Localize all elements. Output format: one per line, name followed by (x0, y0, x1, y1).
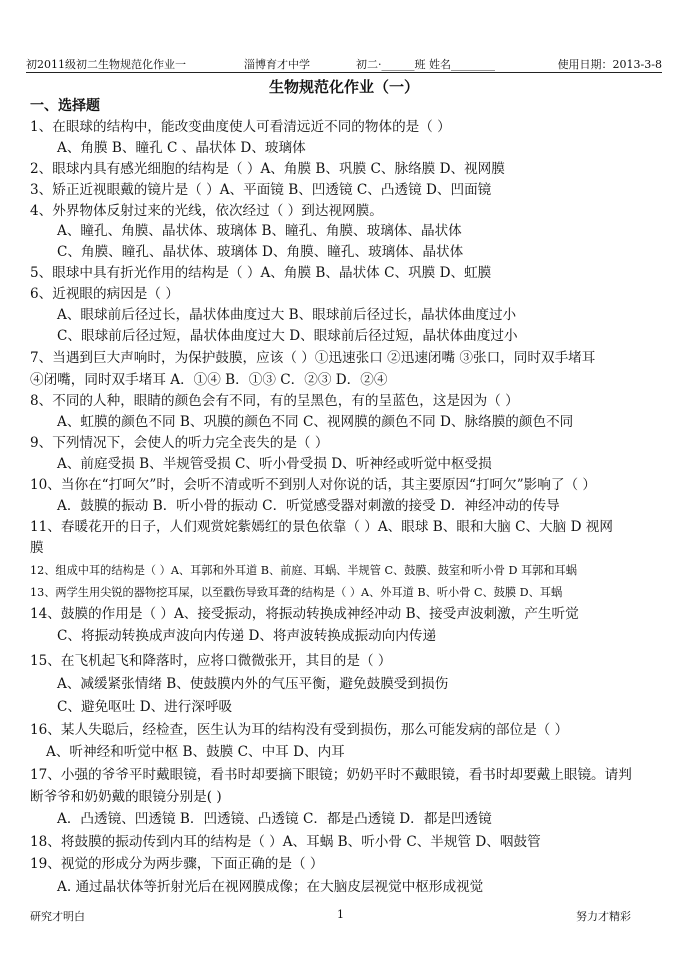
option-line: A、减缓紧张情绪 B、使鼓膜内外的气压平衡，避免鼓膜受到损伤 (57, 676, 449, 692)
option-line: C、将振动转换成声波向内传递 D、将声波转换成振动向内传递 (57, 628, 437, 644)
question-line: 12、组成中耳的结构是（ ）A、耳郭和外耳道 B、前庭、耳蜗、半规管 C、鼓膜、鼓室和听小骨 D 耳郭和耳蜗 (30, 564, 577, 577)
question-line: 5、眼球中具有折光作用的结构是（ ）A、角膜 B、晶状体 C、巩膜 D、虹膜 (30, 265, 492, 281)
question-line: 2、眼球内具有感光细胞的结构是（ ）A、角膜 B、巩膜 C、脉络膜 D、视网膜 (30, 161, 505, 177)
question-line: 14、鼓膜的作用是（ ）A、接受振动，将振动转换成神经冲动 B、接受声波刺激，产生听觉 (30, 606, 579, 622)
question-line: 8、不同的人种，眼睛的颜色会有不同，有的呈黑色，有的呈蓝色，这是因为（ ） (30, 393, 519, 409)
question-line: 16、某人失聪后，经检查，医生认为耳的结构没有受到损伤，那么可能发病的部位是（ ） (30, 722, 569, 738)
question-line: 4、外界物体反射过来的光线，依次经过（ ）到达视网膜。 (30, 203, 383, 219)
option-line: A、虹膜的颜色不同 B、巩膜的颜色不同 C、视网膜的颜色不同 D、脉络膜的颜色不同 (57, 414, 574, 430)
option-line: A、瞳孔、角膜、晶状体、玻璃体 B、瞳孔、角膜、玻璃体、晶状体 (57, 223, 462, 239)
question-line-continued: 膜 (30, 540, 44, 556)
footer-left-motto: 研究才明白 (30, 910, 85, 923)
header-series: 初2011级初二生物规范化作业一 (26, 58, 186, 71)
page-number: 1 (337, 908, 344, 921)
page-title: 生物规范化作业（一） (268, 78, 419, 96)
option-line: ④闭嘴，同时双手堵耳 A．①④ B．①③ C．②③ D．②④ (30, 372, 388, 388)
header-school: 淄博育才中学 (244, 58, 310, 71)
question-line: 9、下列情况下，会使人的听力完全丧失的是（ ） (30, 435, 329, 451)
question-line: 6、近视眼的病因是（ ） (30, 286, 179, 302)
question-line: 19、视觉的形成分为两步骤，下面正确的是（ ） (30, 856, 324, 872)
question-line: 13、两学生用尖锐的器物挖耳屎，以至戳伤导致耳聋的结构是（ ）A、外耳道 B、听小骨 C、鼓膜 D、耳蜗 (30, 586, 563, 599)
option-line: A、听神经和听觉中枢 B、鼓膜 C、中耳 D、内耳 (46, 744, 345, 760)
page-header (26, 54, 662, 73)
option-line: A．鼓膜的振动 B．听小骨的振动 C．听觉感受器对刺激的接受 D．神经冲动的传导 (57, 498, 560, 514)
question-line: 11、春暖花开的日子，人们观赏姹紫嫣红的景色依靠（ ）A、眼球 B、眼和大脑 C、大脑 D 视网 (30, 519, 613, 535)
option-line: A、角膜 B、瞳孔 C 、晶状体 D、玻璃体 (57, 140, 306, 156)
question-line: 1、在眼球的结构中，能改变曲度使人可看清远近不同的物体的是（ ） (30, 119, 451, 135)
section-heading: 一、选择题 (30, 98, 100, 114)
option-line: A、眼球前后径过长，晶状体曲度过大 B、眼球前后径过长，晶状体曲度过小 (57, 307, 517, 323)
option-line: C、角膜、瞳孔、晶状体、玻璃体 D、角膜、瞳孔、玻璃体、晶状体 (57, 244, 464, 260)
question-line-continued: 断爷爷和奶奶戴的眼镜分别是( ) (30, 789, 222, 805)
footer-right-motto: 努力才精彩 (576, 910, 631, 923)
option-line: C、眼球前后径过短，晶状体曲度过大 D、眼球前后径过短，晶状体曲度过小 (57, 328, 518, 344)
option-line: A．凸透镜、凹透镜 B．凹透镜、凸透镜 C．都是凸透镜 D．都是凹透镜 (57, 811, 492, 827)
question-line: 7、当遇到巨大声响时，为保护鼓膜，应该（ ）①迅速张口 ②迅速闭嘴 ③张口，同时双手堵耳 (30, 350, 596, 366)
question-line: 10、当你在“打呵欠”时，会听不清或听不到别人对你说的话，其主要原因“打呵欠”影响了（ ） (30, 477, 596, 493)
question-line: 18、将鼓膜的振动传到内耳的结构是（ ）A、耳蜗 B、听小骨 C、半规管 D、咽鼓管 (30, 834, 541, 850)
header-date: 使用日期：2013-3-8 (557, 58, 662, 71)
option-line: C、避免呕吐 D、进行深呼吸 (57, 699, 233, 715)
question-line: 17、小强的爷爷平时戴眼镜，看书时却要摘下眼镜；奶奶平时不戴眼镜，看书时却要戴上眼镜。请判 (30, 767, 632, 783)
question-line: 3、矫正近视眼戴的镜片是（ ）A、平面镜 B、凹透镜 C、凸透镜 D、凹面镜 (30, 182, 492, 198)
option-line: A、前庭受损 B、半规管受损 C、听小骨受损 D、听神经或听觉中枢受损 (57, 456, 492, 472)
header-class-name: 初二·______班 姓名________ (356, 58, 495, 71)
question-line: 15、在飞机起飞和降落时，应将口微微张开，其目的是（ ） (30, 653, 392, 669)
option-line: A. 通过晶状体等折射光后在视网膜成像；在大脑皮层视觉中枢形成视觉 (57, 879, 484, 895)
